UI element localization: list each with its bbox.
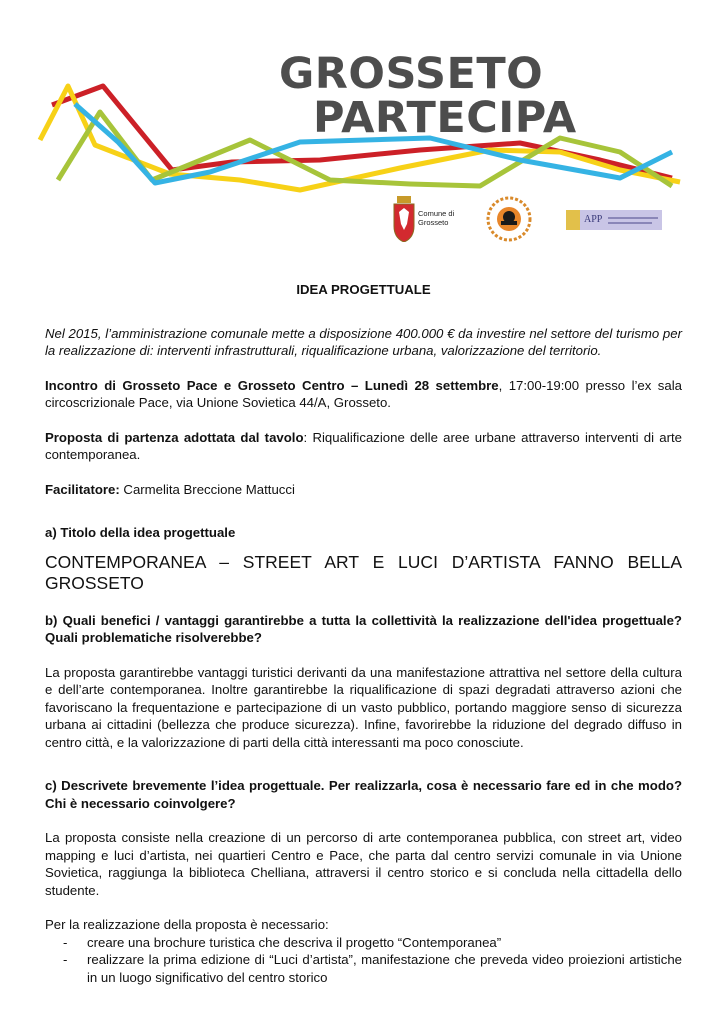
- intro-paragraph: Nel 2015, l’amministrazione comunale mette a disposizione 400.000 € da investire nel settore del turismo per la realizzazione di: interventi infrastrutturali, riqualificazione urbana, valorizzazione del territorio.: [45, 325, 682, 358]
- needs-list: [45, 934, 682, 987]
- page-header: [0, 0, 725, 260]
- section-a-heading: a) Titolo della idea progettuale: [45, 525, 236, 540]
- comune-line-2: Grosseto: [418, 218, 449, 227]
- list-item-text: creare una brochure turistica che descriva il progetto “Contemporanea”: [87, 934, 502, 950]
- list-item: - creare una brochure turistica che descriva il progetto “Contemporanea”: [63, 934, 502, 950]
- facilitator-paragraph: [45, 481, 682, 499]
- facilitator-label: Facilitatore:: [45, 481, 120, 497]
- app-logo-icon: [566, 210, 662, 230]
- section-b-heading: b) Quali benefici / vantaggi garantirebbe a tutta la collettività la realizzazione dell'idea progettuale? Quali problematiche risolverebbe?: [45, 612, 682, 645]
- comune-line-1: Comune di: [418, 209, 455, 218]
- meeting-paragraph: [45, 377, 682, 412]
- proposal-text: : Riqualificazione delle aree urbane attraverso interventi di arte contemporanea.: [45, 429, 682, 462]
- crest-icon: [392, 196, 416, 242]
- brand-line-1: GROSSETO: [279, 49, 544, 99]
- brand-title: [279, 49, 577, 143]
- comune-logo: [392, 196, 472, 242]
- section-b-answer: La proposta garantirebbe vantaggi turistici derivanti da una manifestazione attrattiva nel settore della cultura e dell’arte contemporanea. Inoltre garantirebbe la riqualificazione di spazi degradati attraverso azioni che favoriscano la frequentazione e partecipazione di un vasto pubblico, portando maggiore senso di sicurezza urbana ai cittadini (bellezza che produce sicurezza). Infine, favorirebbe la riduzione del degrado diffuso in centro città, e la valorizzazione di parti della città interessanti ma poco conosciute.: [45, 664, 682, 750]
- proposal-paragraph: [45, 429, 682, 464]
- proposal-label: Proposta di partenza adottata dal tavolo: [45, 429, 304, 445]
- svg-text:APP: APP: [584, 214, 603, 225]
- facilitator-name: Carmelita Breccione Mattucci: [119, 481, 295, 497]
- circular-emblem-icon: [485, 195, 533, 243]
- project-title: CONTEMPORANEA – STREET ART E LUCI D’ARTISTA FANNO BELLA GROSSETO: [45, 551, 682, 593]
- document-body: [45, 280, 682, 986]
- section-c-heading: c) Descrivete brevemente l’idea progettuale. Per realizzarla, cosa è necessario fare ed in che modo? Chi è necessario coinvolgere?: [45, 778, 682, 811]
- list-item-text: realizzare la prima edizione di “Luci d’artista”, manifestazione che preveda video proiezioni artistiche in un luogo significativo del centro storico: [87, 952, 682, 985]
- document-heading: IDEA PROGETTUALE: [296, 282, 431, 297]
- list-item: - realizzare la prima edizione di “Luci d’artista”, manifestazione che preveda video proiezioni artistiche in un luogo significativo del centro storico: [63, 952, 682, 985]
- needs-intro: Per la realizzazione della proposta è necessario:: [45, 917, 329, 932]
- meeting-details: , 17:00-19:00 presso l’ex sala circoscrizionale Pace, via Unione Sovietica 44/A, Grosseto.: [45, 377, 682, 410]
- meeting-label: Incontro di Grosseto Pace e Grosseto Centro – Lunedì 28 settembre: [45, 377, 499, 393]
- section-c-answer: La proposta consiste nella creazione di un percorso di arte contemporanea pubblica, con street art, video mapping e luci d’artista, nei quartieri Centro e Pace, che parta dal centro servizi comunale in via Unione Sovietica, raggiunga la biblioteca Chelliana, attraversi il centro storico e si concluda nella cittadella dello studente.: [45, 830, 682, 898]
- brand-line-2: PARTECIPA: [313, 93, 577, 143]
